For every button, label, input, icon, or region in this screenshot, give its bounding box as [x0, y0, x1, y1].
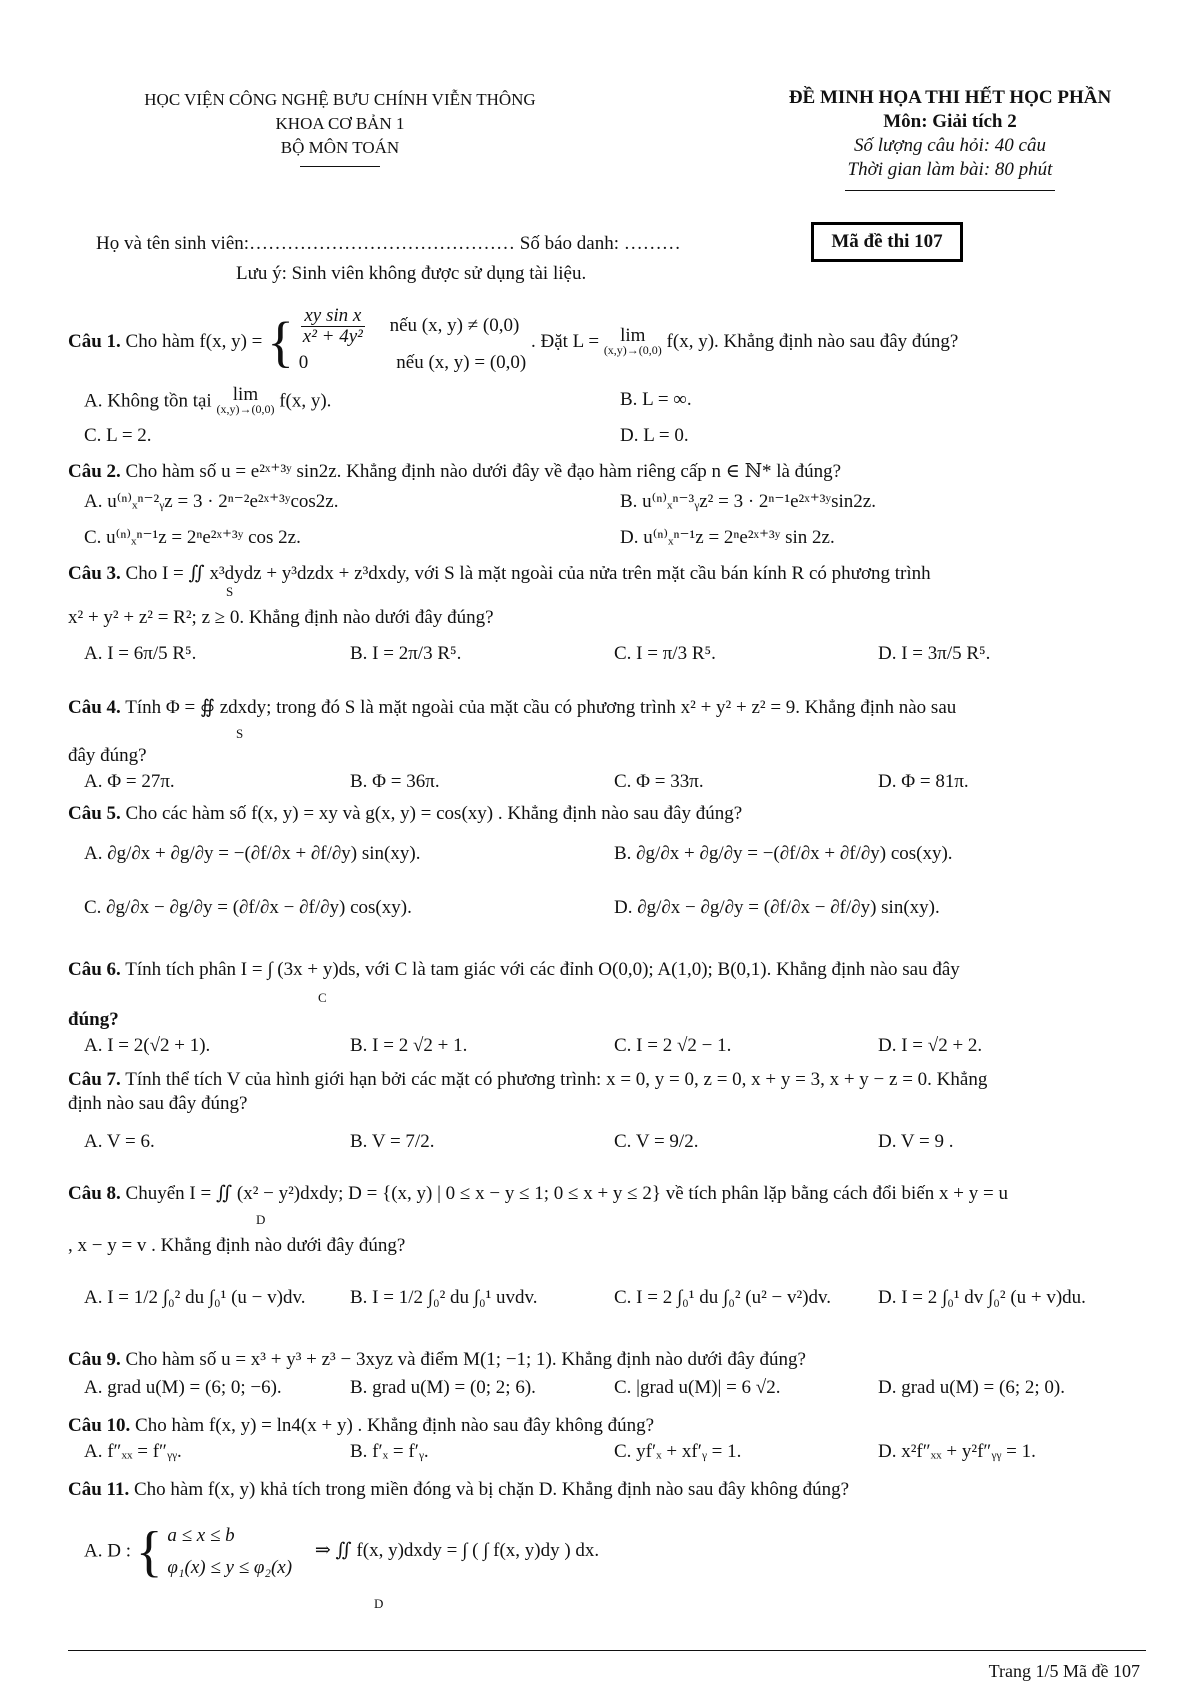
- option-c[interactable]: C. u⁽ⁿ⁾ₓⁿ⁻¹z = 2ⁿe²ˣ⁺³ʸ cos 2z.: [84, 527, 301, 548]
- option-d[interactable]: D. I = 3π/5 R⁵.: [878, 643, 991, 664]
- option-b[interactable]: B. I = 2 √2 + 1.: [350, 1035, 468, 1056]
- option-b[interactable]: B. V = 7/2.: [350, 1131, 435, 1152]
- option-c[interactable]: C. L = 2.: [84, 425, 152, 446]
- option-d[interactable]: D. ∂g/∂x − ∂g/∂y = (∂f/∂x − ∂f/∂y) sin(xy).: [614, 897, 940, 918]
- exam-subject: Môn: Giải tích 2: [883, 111, 1017, 132]
- note: Lưu ý: Sinh viên không được sử dụng tài liệu.: [236, 263, 587, 284]
- option-a[interactable]: A. D : { a ≤ x ≤ b φ₁(x) ≤ y ≤ φ₂(x) ⇒ ∬ f(x, y)dxdy = ∫ ( ∫ f(x, y)dy ) dx.: [84, 1521, 600, 1583]
- brace-symbol: {: [267, 311, 295, 374]
- question-label: Câu 2.: [68, 461, 121, 482]
- option-d[interactable]: D. L = 0.: [620, 425, 689, 446]
- exam-header-divider: [845, 190, 1055, 191]
- brace-symbol: {: [135, 1521, 163, 1583]
- option-a[interactable]: A. ∂g/∂x + ∂g/∂y = −(∂f/∂x + ∂f/∂y) sin(xy).: [84, 843, 421, 864]
- option-c[interactable]: C. I = 2 √2 − 1.: [614, 1035, 732, 1056]
- option-b[interactable]: B. u⁽ⁿ⁾ₓⁿ⁻³ᵧz² = 3 · 2ⁿ⁻¹e²ˣ⁺³ʸsin2z.: [620, 491, 876, 512]
- option-a[interactable]: A. Không tồn tại lim (x,y)→(0,0) f(x, y).: [84, 384, 332, 416]
- department-name: BỘ MÔN TOÁN: [280, 138, 400, 157]
- limit-symbol: lim (x,y)→(0,0): [603, 324, 662, 357]
- question-stem: Tính tích phân I = ∫ (3x + y)ds, với C là tam giác với các đỉnh O(0,0); A(1,0); B(0,1). Khẳng định nào sau đây: [125, 959, 960, 980]
- question-label: Câu 8.: [68, 1183, 121, 1204]
- question-stem-b: . Đặt L =: [531, 330, 600, 352]
- question-7: [68, 1068, 1148, 1092]
- option-d[interactable]: D. I = 2 ∫₀¹ dv ∫₀² (u + v)du.: [878, 1287, 1086, 1308]
- integral-subscript: S: [236, 726, 244, 741]
- question-label: Câu 9.: [68, 1349, 121, 1370]
- question-label: Câu 1.: [68, 330, 121, 352]
- option-d[interactable]: D. Φ = 81π.: [878, 771, 969, 792]
- integral-subscript: S: [226, 584, 234, 599]
- question-3-cont: x² + y² + z² = R²; z ≥ 0. Khẳng định nào dưới đây đúng?: [68, 607, 494, 628]
- question-label: Câu 10.: [68, 1415, 131, 1436]
- question-stem: Cho hàm f(x, y) = ln4(x + y) . Khẳng định nào sau đây không đúng?: [135, 1415, 655, 1436]
- option-a[interactable]: A. u⁽ⁿ⁾ₓⁿ⁻²ᵧz = 3 · 2ⁿ⁻²e²ˣ⁺³ʸcos2z.: [84, 491, 339, 512]
- question-6-cont: đúng?: [68, 1009, 119, 1030]
- question-label: Câu 11.: [68, 1479, 130, 1500]
- student-info-line: Họ và tên sinh viên:…………………………………… Số báo danh: ………: [96, 233, 681, 254]
- question-9: [68, 1348, 1148, 1372]
- option-b[interactable]: B. I = 2π/3 R⁵.: [350, 643, 462, 664]
- option-a[interactable]: A. f″ₓₓ = f″ᵧᵧ.: [84, 1441, 182, 1462]
- option-a[interactable]: A. Φ = 27π.: [84, 771, 175, 792]
- exam-title: ĐỀ MINH HỌA THI HẾT HỌC PHẦN: [788, 87, 1112, 108]
- option-d[interactable]: D. u⁽ⁿ⁾ₓⁿ⁻¹z = 2ⁿe²ˣ⁺³ʸ sin 2z.: [620, 527, 835, 548]
- faculty-name: KHOA CƠ BẢN 1: [275, 114, 405, 133]
- question-label: Câu 7.: [68, 1069, 121, 1090]
- option-d[interactable]: D. V = 9 .: [878, 1131, 954, 1152]
- question-stem: Cho hàm số u = x³ + y³ + z³ − 3xyz và điểm M(1; −1; 1). Khẳng định nào dưới đây đúng?: [125, 1349, 806, 1370]
- question-stem: Tính Φ = ∯ zdxdy; trong đó S là mặt ngoài của mặt cầu có phương trình x² + y² + z² = 9. Khẳng định nào sau: [125, 697, 957, 718]
- option-b[interactable]: B. f′ₓ = f′ᵧ.: [350, 1441, 429, 1462]
- integral-subscript: C: [318, 990, 327, 1005]
- option-c[interactable]: C. I = 2 ∫₀¹ du ∫₀² (u² − v²)dv.: [614, 1287, 832, 1308]
- question-11: [68, 1478, 1148, 1502]
- option-a[interactable]: A. I = 2(√2 + 1).: [84, 1035, 211, 1056]
- question-label: Câu 5.: [68, 803, 121, 824]
- piecewise-cases: $\frac{\text{xy sin x}}{\text{x² + 4y²}}$ nếu (x, y) ≠ (0,0) 0 nếu (x, y) = (0,0): [298, 305, 527, 373]
- option-a[interactable]: A. I = 1/2 ∫₀² du ∫₀¹ (u − v)dv.: [84, 1287, 306, 1308]
- option-b[interactable]: B. ∂g/∂x + ∂g/∂y = −(∂f/∂x + ∂f/∂y) cos(xy).: [614, 843, 953, 864]
- option-b[interactable]: B. I = 1/2 ∫₀² du ∫₀¹ uvdv.: [350, 1287, 538, 1308]
- question-3: [68, 562, 1148, 586]
- question-4: [68, 696, 1148, 720]
- option-c[interactable]: C. |grad u(M)| = 6 √2.: [614, 1377, 781, 1398]
- domain-cases: a ≤ x ≤ b φ₁(x) ≤ y ≤ φ₂(x): [167, 1525, 293, 1578]
- option-a[interactable]: A. V = 6.: [84, 1131, 155, 1152]
- question-5: [68, 802, 1148, 826]
- question-label: Câu 4.: [68, 697, 121, 718]
- question-stem: Cho hàm f(x, y) khả tích trong miền đóng và bị chặn D. Khẳng định nào sau đây không đúng?: [134, 1479, 849, 1500]
- institution-header: [80, 88, 600, 167]
- question-stem-c: f(x, y). Khẳng định nào sau đây đúng?: [666, 330, 959, 352]
- question-stem: Cho các hàm số f(x, y) = xy và g(x, y) = cos(xy) . Khẳng định nào sau đây đúng?: [125, 803, 743, 824]
- question-1: [68, 306, 1148, 379]
- option-c[interactable]: C. Φ = 33π.: [614, 771, 704, 792]
- header-divider: [300, 166, 380, 167]
- fraction: $\frac{\text{xy sin x}}{\text{x² + 4y²}}$: [302, 305, 363, 347]
- question-10: [68, 1414, 1148, 1438]
- option-a[interactable]: A. grad u(M) = (6; 0; −6).: [84, 1377, 282, 1398]
- question-6: [68, 958, 1148, 982]
- option-d[interactable]: D. grad u(M) = (6; 2; 0).: [878, 1377, 1065, 1398]
- question-8: [68, 1182, 1148, 1206]
- question-7-cont: định nào sau đây đúng?: [68, 1093, 248, 1114]
- integral-subscript: D: [374, 1596, 384, 1611]
- option-b[interactable]: B. grad u(M) = (0; 2; 6).: [350, 1377, 536, 1398]
- question-stem: Cho hàm số u = e²ˣ⁺³ʸ sin2z. Khẳng định nào dưới đây về đạo hàm riêng cấp n ∈ ℕ* là đúng?: [125, 461, 842, 482]
- option-c[interactable]: C. V = 9/2.: [614, 1131, 699, 1152]
- option-b[interactable]: B. Φ = 36π.: [350, 771, 440, 792]
- question-4-cont: đây đúng?: [68, 745, 147, 766]
- question-label: Câu 6.: [68, 959, 121, 980]
- page-footer: Trang 1/5 Mã đề 107: [988, 1661, 1140, 1681]
- option-c[interactable]: C. ∂g/∂x − ∂g/∂y = (∂f/∂x − ∂f/∂y) cos(xy).: [84, 897, 412, 918]
- option-c[interactable]: C. yf′ₓ + xf′ᵧ = 1.: [614, 1441, 742, 1462]
- institution-name: HỌC VIỆN CÔNG NGHỆ BƯU CHÍNH VIỄN THÔNG: [144, 90, 536, 109]
- exam-code-box: Mã đề thi 107: [811, 222, 963, 262]
- question-stem: Tính thể tích V của hình giới hạn bởi các mặt có phương trình: x = 0, y = 0, z = 0, x + y = 3, x + y − z = 0. Khẳng: [125, 1069, 988, 1090]
- exam-header: [760, 86, 1140, 191]
- option-a[interactable]: A. I = 6π/5 R⁵.: [84, 643, 197, 664]
- exam-question-count: Số lượng câu hỏi: 40 câu: [853, 135, 1046, 156]
- question-stem: Chuyển I = ∬ (x² − y²)dxdy; D = {(x, y) | 0 ≤ x − y ≤ 1; 0 ≤ x + y ≤ 2} về tích phân lặp bằng cách đổi biến x + y = u: [125, 1183, 1008, 1204]
- limit-symbol: lim (x,y)→(0,0): [216, 384, 275, 416]
- option-d[interactable]: D. x²f″ₓₓ + y²f″ᵧᵧ = 1.: [878, 1441, 1036, 1462]
- integral-subscript: D: [256, 1212, 266, 1227]
- question-label: Câu 3.: [68, 563, 121, 584]
- question-stem: Cho hàm f(x, y) =: [125, 330, 263, 352]
- question-8-cont: , x − y = v . Khẳng định nào dưới đây đúng?: [68, 1235, 406, 1256]
- option-c[interactable]: C. I = π/3 R⁵.: [614, 643, 716, 664]
- question-2: [68, 460, 1148, 484]
- option-b[interactable]: B. L = ∞.: [620, 389, 692, 410]
- question-stem: Cho I = ∬ x³dydz + y³dzdx + z³dxdy, với S là mặt ngoài của nửa trên mặt cầu bán kính R có phương trình: [125, 563, 931, 584]
- exam-time: Thời gian làm bài: 80 phút: [847, 159, 1053, 180]
- option-d[interactable]: D. I = √2 + 2.: [878, 1035, 983, 1056]
- footer-divider: [68, 1650, 1146, 1651]
